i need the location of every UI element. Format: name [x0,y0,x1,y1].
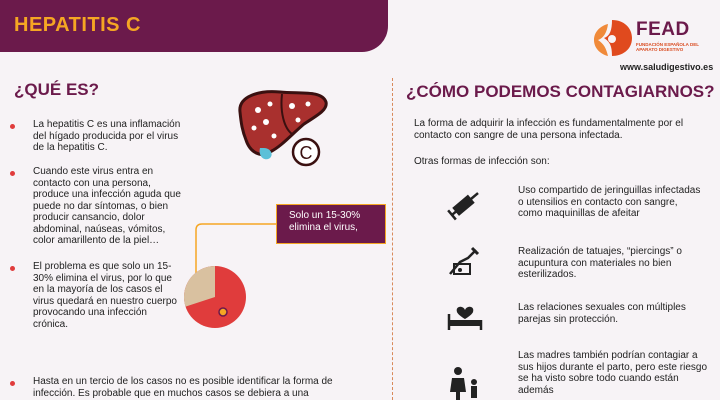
list-item: Las relaciones sexuales con múltiples parejas sin protección. [518,302,686,325]
fead-logo[interactable] [590,16,714,58]
bed-heart-icon [446,300,484,332]
column-divider [392,78,393,400]
tattoo-machine-icon [446,244,484,280]
page-title: HEPATITIS C [14,14,141,36]
bullet-dot [10,171,15,176]
liver-virus-illustration [230,82,330,168]
bullet-text: El problema es que solo un 15-30% elimina el virus, por lo que en la mayoría de los casos el virus quedará en nuestro cuerpo provocando una infección crónica. [33,261,177,330]
bullet-text: Hasta en un tercio de los casos no es posible identificar la forma de infección. Es probable que en muchos casos se debiera a una [33,376,333,399]
logo-subtitle: FUNDACIÓN ESPAÑOLA DEL APARATO DIGESTIVO [636,42,699,52]
bullet-text: La hepatitis C es una inflamación del hígado producida por el virus de la hepatitis C. [33,119,181,153]
statistic-callout: Solo un 15-30% elimina el virus, [276,204,386,244]
bullet-dot [10,266,15,271]
fead-logo-icon [590,16,634,58]
header-banner [0,0,388,52]
elimination-pie [182,264,248,330]
intro-text: La forma de adquirir la infección es fundamentalmente por el contacto con sangre de una persona infectada. [414,118,684,141]
syringe-icon [446,186,484,222]
website-link[interactable]: www.saludigestivo.es [620,62,714,72]
logo-name: FEAD [636,19,690,40]
section-heading-contagio: ¿CÓMO PODEMOS CONTAGIARNOS? [406,82,715,101]
bullet-text: Cuando este virus entra en contacto con una persona, produce una infección aguda que puede no dar síntomas, o bien producir cansancio, dolor abdominal, naúseas, vómitos, color amarillento de la piel… [33,166,181,246]
bullet-dot [10,381,15,386]
section-heading-que-es: ¿QUÉ ES? [14,80,100,99]
svg-text:C: C [299,143,313,163]
list-item: Las madres también podrían contagiar a sus hijos durante el parto, pero este riesgo se ha visto sobre todo cuando están además [518,350,707,396]
list-item: Uso compartido de jeringuillas infectadas o utensilios en contacto con sangre, como maquinillas de afeitar [518,185,701,219]
mother-child-icon [446,366,484,400]
subheading-text: Otras formas de infección son: [414,156,550,167]
bullet-dot [10,124,15,129]
pie-marker [219,308,227,316]
list-item: Realización de tatuajes, “piercings” o acupuntura con materiales no bien esterilizados. [518,246,682,280]
